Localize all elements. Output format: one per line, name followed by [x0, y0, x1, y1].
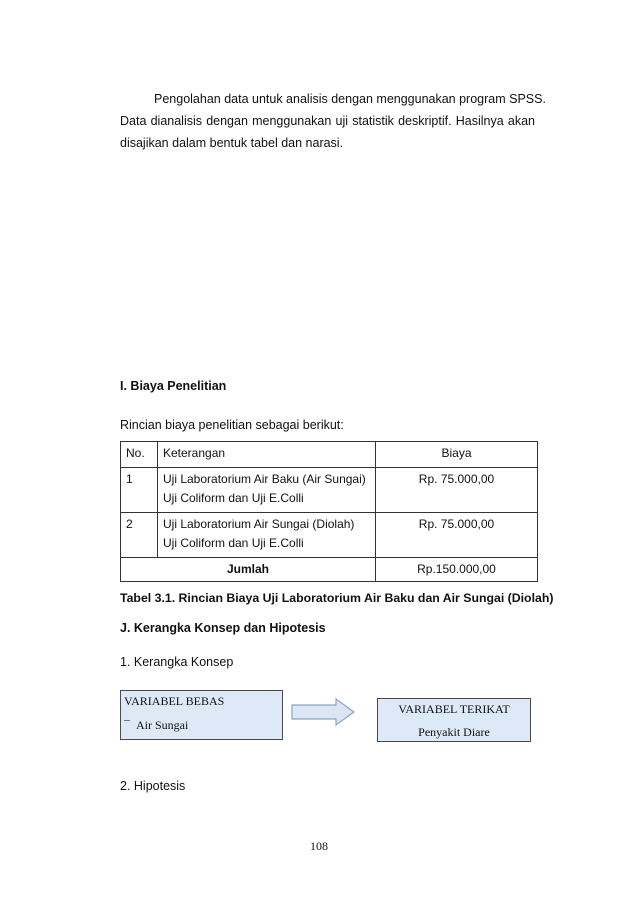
- section-i-intro: Rincian biaya penelitian sebagai berikut:: [120, 418, 344, 432]
- bullet-icon: ¯: [124, 718, 130, 732]
- header-keterangan: Keterangan: [158, 442, 376, 468]
- total-label: Jumlah: [121, 558, 376, 582]
- intro-paragraph: [120, 88, 546, 154]
- hipotesis-subtitle: 2. Hipotesis: [120, 779, 186, 793]
- table-header-row: [121, 442, 538, 468]
- page-number: 108: [310, 839, 328, 853]
- total-value: Rp.150.000,00: [376, 558, 538, 582]
- intro-line-3: disajikan dalam bentuk tabel dan narasi.: [120, 136, 344, 150]
- row-keterangan-line1: Uji Laboratorium Air Baku (Air Sungai): [163, 472, 366, 486]
- row-biaya: Rp. 75.000,00: [376, 468, 538, 513]
- row-keterangan-line2: Uji Coliform dan Uji E.Colli: [163, 491, 304, 505]
- variabel-terikat-box: [377, 698, 531, 742]
- kerangka-konsep-subtitle: 1. Kerangka Konsep: [120, 655, 234, 669]
- row-keterangan: [158, 468, 376, 513]
- row-keterangan-line2: Uji Coliform dan Uji E.Colli: [163, 536, 304, 550]
- variabel-bebas-item-text: Air Sungai: [136, 718, 189, 732]
- row-keterangan: [158, 513, 376, 558]
- header-no: No.: [121, 442, 158, 468]
- intro-line-1: Pengolahan data untuk analisis dengan menggunakan program SPSS.: [154, 92, 546, 106]
- row-keterangan-line1: Uji Laboratorium Air Sungai (Diolah): [163, 517, 355, 531]
- table-row: [121, 513, 538, 558]
- cost-table: [120, 441, 538, 582]
- row-no: 2: [121, 513, 158, 558]
- table-row: [121, 468, 538, 513]
- header-biaya: Biaya: [376, 442, 538, 468]
- intro-line-2: Data dianalisis dengan menggunakan uji statistik deskriptif. Hasilnya akan: [120, 114, 535, 128]
- variabel-bebas-box: [120, 690, 283, 740]
- table-total-row: [121, 558, 538, 582]
- row-no: 1: [121, 468, 158, 513]
- variabel-terikat-title: VARIABEL TERIKAT: [398, 702, 510, 716]
- variabel-bebas-item: [124, 718, 188, 733]
- section-j-title: J. Kerangka Konsep dan Hipotesis: [120, 621, 326, 635]
- section-i-title: I. Biaya Penelitian: [120, 379, 227, 393]
- variabel-terikat-item: Penyakit Diare: [418, 725, 490, 739]
- variabel-bebas-title: VARIABEL BEBAS: [124, 694, 225, 708]
- right-arrow-icon: [290, 697, 358, 727]
- row-biaya: Rp. 75.000,00: [376, 513, 538, 558]
- table-caption: Tabel 3.1. Rincian Biaya Uji Laboratorium Air Baku dan Air Sungai (Diolah): [120, 591, 554, 605]
